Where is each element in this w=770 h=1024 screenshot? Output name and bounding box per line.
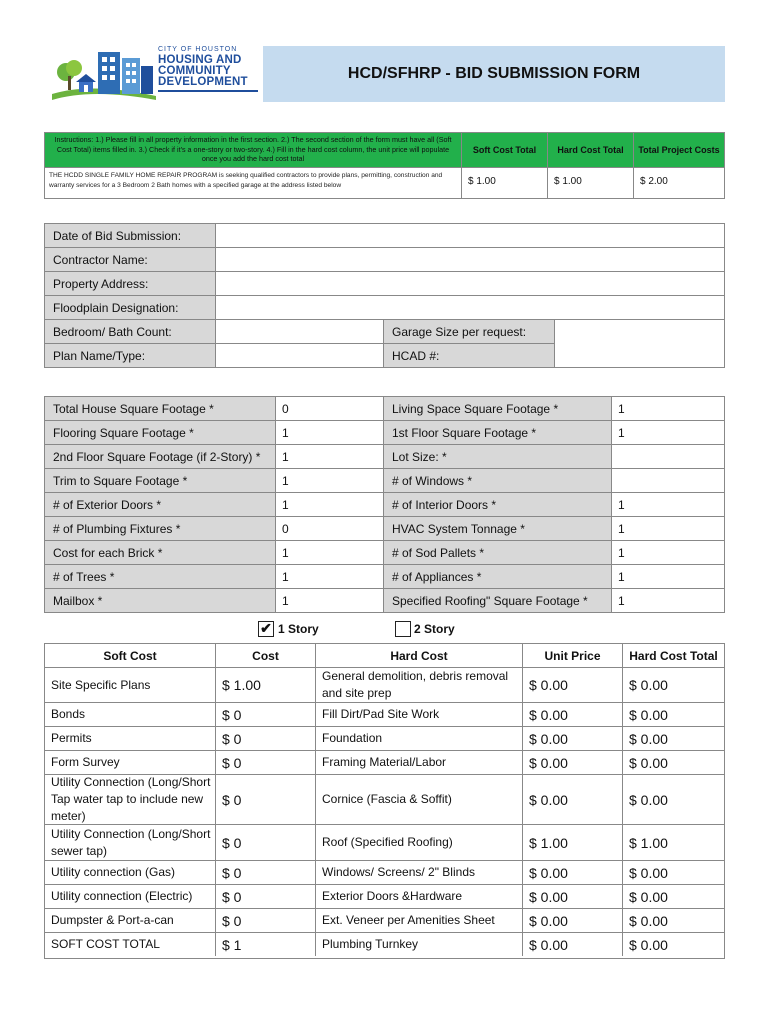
unit-price-value: $ 0.00: [523, 909, 623, 933]
hard-cost-total-value[interactable]: $ 0.00: [623, 909, 724, 933]
hcd-logo: [52, 46, 262, 104]
logo-line-3: DEVELOPMENT: [158, 76, 248, 88]
soft-cost-item: Site Specific Plans: [45, 668, 216, 703]
bed-bath-label: Bedroom/ Bath Count:: [45, 320, 216, 344]
cost-header: Cost: [216, 644, 316, 668]
soft-cost-header: Soft Cost: [45, 644, 216, 668]
property-info-grid: [44, 223, 725, 368]
logo-wordmark: [158, 46, 262, 104]
soft-cost-item: Dumpster & Port-a-can: [45, 909, 216, 933]
hard-cost-total-value: $ 1.00: [548, 168, 634, 198]
hard-cost-total-value[interactable]: $ 0.00: [623, 727, 724, 751]
logo-city-line: CITY OF HOUSTON: [158, 46, 238, 53]
soft-cost-value[interactable]: $ 1.00: [216, 668, 316, 703]
hard-cost-total-header-col: Hard Cost Total: [623, 644, 724, 668]
hard-cost-item: Foundation: [316, 727, 523, 751]
hard-cost-item: General demolition, debris removal and site prep: [316, 668, 523, 703]
footage-value-right[interactable]: 1: [612, 517, 724, 541]
footage-value-right[interactable]: 1: [612, 493, 724, 517]
hard-cost-total-value[interactable]: $ 0.00: [623, 775, 724, 825]
plan-name-label: Plan Name/Type:: [45, 344, 216, 367]
hard-cost-item: Roof (Specified Roofing): [316, 825, 523, 861]
footage-value-left[interactable]: 1: [276, 493, 384, 517]
one-story-checkbox[interactable]: ✔: [258, 621, 274, 637]
footage-label-left: # of Exterior Doors *: [45, 493, 276, 517]
soft-cost-value[interactable]: $ 0: [216, 909, 316, 933]
hard-cost-total-value[interactable]: $ 0.00: [629, 936, 668, 953]
footage-value-left[interactable]: 1: [276, 445, 384, 469]
footage-label-right: Specified Roofing" Square Footage *: [384, 589, 612, 612]
form-title: HCD/SFHRP - BID SUBMISSION FORM: [263, 46, 725, 102]
hard-cost-total-value[interactable]: $ 0.00: [623, 668, 724, 703]
logo-graphic: [52, 46, 156, 104]
soft-cost-value[interactable]: $ 0: [216, 775, 316, 825]
floodplain-field[interactable]: [216, 296, 724, 320]
logo-line-1: HOUSING AND: [158, 54, 242, 66]
hard-cost-item: Cornice (Fascia & Soffit): [316, 775, 523, 825]
program-description: THE HCDD SINGLE FAMILY HOME REPAIR PROGRAM is seeking qualified contractors to provide plans, permitting, construction and warranty services for a 3 Bedroom 2 Bath homes with a specified garage at the address listed below: [45, 168, 462, 198]
footage-grid: [44, 396, 725, 613]
two-story-label: 2 Story: [414, 622, 455, 636]
hcad-label: HCAD #:: [384, 344, 555, 367]
footage-value-right[interactable]: 1: [618, 593, 625, 608]
hard-cost-total-value[interactable]: $ 0.00: [623, 751, 724, 775]
hard-cost-header: Hard Cost: [316, 644, 523, 668]
footage-value-left[interactable]: 0: [276, 517, 384, 541]
soft-cost-item: Utility connection (Gas): [45, 861, 216, 885]
soft-cost-item: Permits: [45, 727, 216, 751]
unit-price-value: $ 0.00: [523, 703, 623, 727]
garage-size-label: Garage Size per request:: [384, 320, 555, 344]
footage-label-right: 1st Floor Square Footage *: [384, 421, 612, 445]
footage-label-right: Living Space Square Footage *: [384, 397, 612, 421]
unit-price-value: $ 0.00: [523, 668, 623, 703]
hard-cost-total-value[interactable]: $ 0.00: [623, 885, 724, 909]
unit-price-value: $ 0.00: [523, 727, 623, 751]
instructions-text: Instructions: 1.) Please fill in all property information in the first section. 2.) The second section of the form must have all (Soft Cost Total) items filled in. 3.) Check if it's a one-story or two-story. 4.) Fill in the hard cost column, the unit price will populate once you add the hard cost total: [45, 133, 462, 168]
footage-label-right: # of Windows *: [384, 469, 612, 493]
footage-label-left: Total House Square Footage *: [45, 397, 276, 421]
unit-price-value: $ 0.00: [523, 775, 623, 825]
unit-price-value: $ 1.00: [523, 825, 623, 861]
soft-cost-total-value: $ 1.00: [462, 168, 548, 198]
hard-cost-item: Framing Material/Labor: [316, 751, 523, 775]
hard-cost-item: Ext. Veneer per Amenities Sheet: [316, 909, 523, 933]
hard-cost-item: Exterior Doors &Hardware: [316, 885, 523, 909]
contractor-name-field[interactable]: [216, 248, 724, 272]
footage-label-left: Trim to Square Footage *: [45, 469, 276, 493]
footage-value-right[interactable]: [612, 469, 724, 493]
footage-label-right: HVAC System Tonnage *: [384, 517, 612, 541]
total-project-costs-value: $ 2.00: [640, 176, 668, 187]
logo-line-2: COMMUNITY: [158, 65, 231, 77]
footage-label-right: # of Sod Pallets *: [384, 541, 612, 565]
soft-cost-item: Utility Connection (Long/Short Tap water tap to include new meter): [45, 775, 216, 825]
footage-value-right[interactable]: 1: [612, 565, 724, 589]
footage-value-right[interactable]: 1: [612, 397, 724, 421]
cost-table: [44, 643, 725, 959]
contractor-name-label: Contractor Name:: [45, 248, 216, 272]
two-story-checkbox[interactable]: [395, 621, 411, 637]
footage-label-left: # of Trees *: [45, 565, 276, 589]
soft-cost-item: Utility connection (Electric): [45, 885, 216, 909]
total-project-costs-header: Total Project Costs: [634, 133, 724, 168]
instructions-grid: [44, 132, 725, 199]
unit-price-value: $ 0.00: [523, 751, 623, 775]
floodplain-label: Floodplain Designation:: [45, 296, 216, 320]
footage-value-left[interactable]: 1: [276, 589, 384, 612]
one-story-label: 1 Story: [278, 622, 319, 636]
soft-cost-value[interactable]: $ 0: [216, 885, 316, 909]
date-of-bid-label: Date of Bid Submission:: [45, 224, 216, 248]
footage-value-right[interactable]: [612, 445, 724, 469]
footage-value-left[interactable]: 0: [276, 397, 384, 421]
footage-value-left[interactable]: 1: [276, 541, 384, 565]
footage-value-left[interactable]: 1: [276, 469, 384, 493]
hard-cost-total-header: Hard Cost Total: [548, 133, 634, 168]
unit-price-value: $ 0.00: [523, 861, 623, 885]
soft-cost-item: Bonds: [45, 703, 216, 727]
hard-cost-total-value[interactable]: $ 0.00: [623, 861, 724, 885]
hard-cost-total-value[interactable]: $ 0.00: [623, 703, 724, 727]
logo-underline: [158, 90, 258, 92]
unit-price-value: $ 0.00: [523, 933, 623, 956]
soft-cost-value[interactable]: $ 0: [216, 727, 316, 751]
footage-label-right: # of Interior Doors *: [384, 493, 612, 517]
soft-cost-item: Utility Connection (Long/Short sewer tap): [45, 825, 216, 861]
footage-value-left[interactable]: 1: [276, 565, 384, 589]
footage-label-right: Lot Size: *: [384, 445, 612, 469]
date-of-bid-field[interactable]: [216, 224, 724, 248]
unit-price-header: Unit Price: [523, 644, 623, 668]
soft-cost-value[interactable]: $ 0: [216, 861, 316, 885]
footage-label-left: Flooring Square Footage *: [45, 421, 276, 445]
soft-cost-value[interactable]: $ 1: [216, 933, 316, 956]
hard-cost-item: Fill Dirt/Pad Site Work: [316, 703, 523, 727]
soft-cost-value[interactable]: $ 0: [216, 751, 316, 775]
plan-name-field[interactable]: [216, 344, 384, 367]
footage-value-right[interactable]: 1: [612, 541, 724, 565]
hard-cost-total-value[interactable]: $ 1.00: [623, 825, 724, 861]
footage-label-left: Cost for each Brick *: [45, 541, 276, 565]
soft-cost-total-header: Soft Cost Total: [462, 133, 548, 168]
footage-value-left[interactable]: 1: [276, 421, 384, 445]
soft-cost-item: SOFT COST TOTAL: [45, 933, 216, 956]
footage-label-left: 2nd Floor Square Footage (if 2-Story) *: [45, 445, 276, 469]
footage-label-right: # of Appliances *: [384, 565, 612, 589]
garage-hcad-field[interactable]: [555, 320, 724, 367]
property-address-label: Property Address:: [45, 272, 216, 296]
bed-bath-field[interactable]: [216, 320, 384, 344]
soft-cost-item: Form Survey: [45, 751, 216, 775]
hard-cost-item: Windows/ Screens/ 2" Blinds: [316, 861, 523, 885]
footage-label-left: # of Plumbing Fixtures *: [45, 517, 276, 541]
unit-price-value: $ 0.00: [523, 885, 623, 909]
property-address-field[interactable]: [216, 272, 724, 296]
footage-value-right[interactable]: 1: [612, 421, 724, 445]
soft-cost-value[interactable]: $ 0: [216, 825, 316, 861]
hard-cost-item: Plumbing Turnkey: [316, 933, 523, 956]
soft-cost-value[interactable]: $ 0: [216, 703, 316, 727]
footage-label-left: Mailbox *: [45, 589, 276, 612]
